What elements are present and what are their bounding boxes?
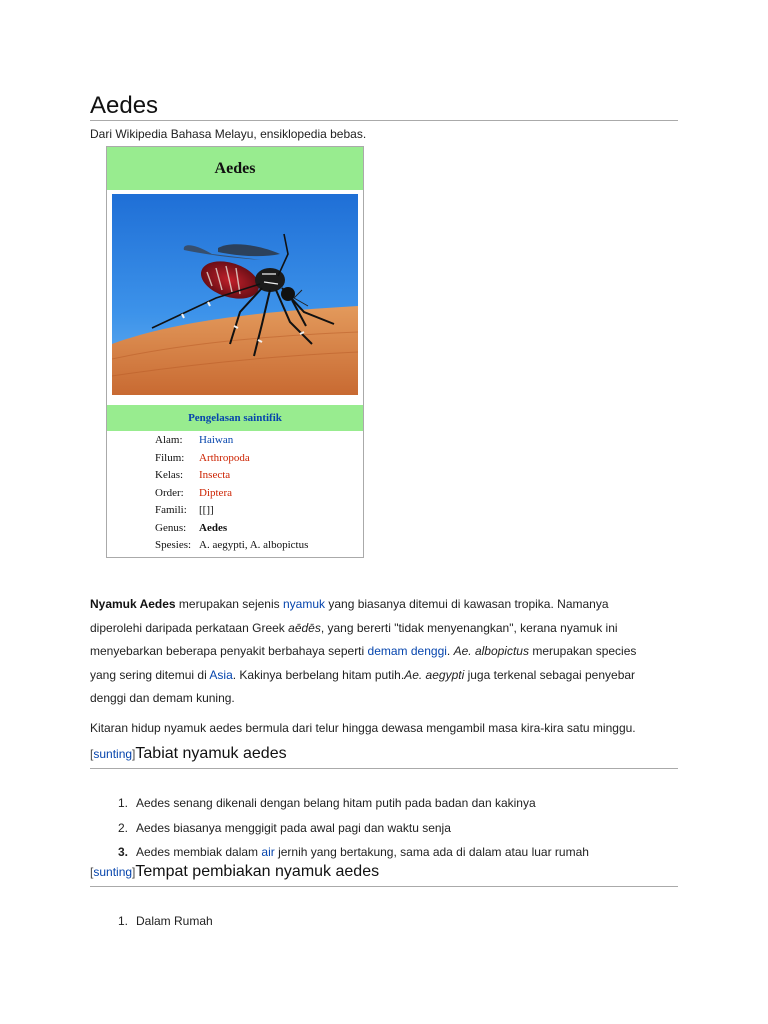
taxobox-value-link[interactable]: Haiwan	[199, 434, 234, 446]
taxobox-classification-header: Pengelasan saintifik	[107, 405, 363, 431]
taxobox-value-redlink[interactable]: Insecta	[199, 469, 231, 481]
taxobox-value-redlink[interactable]: Arthropoda	[199, 451, 250, 464]
intro-text: , yang bererti "tidak menyenangkan", kerana nyamuk ini	[320, 620, 618, 635]
taxobox	[106, 146, 364, 558]
list-number: 1.	[117, 796, 128, 810]
taxobox-title: Aedes	[107, 147, 363, 190]
intro-text: merupakan sejenis	[175, 597, 283, 611]
link-demam-denggi[interactable]: demam denggi	[367, 644, 447, 658]
greek-term: aēdēs	[288, 620, 321, 635]
intro-text: juga terkenal sebagai penyebar	[464, 667, 636, 682]
taxobox-value: [[]]	[199, 504, 214, 516]
intro-text: merupakan species	[528, 644, 637, 658]
edit-section-link[interactable]: sunting	[93, 865, 133, 879]
taxobox-row-kingdom	[107, 434, 363, 451]
list-text	[136, 845, 589, 859]
taxobox-row-class	[107, 469, 363, 486]
taxobox-label: Famili:	[155, 504, 187, 516]
list-text: Aedes senang dikenali dengan belang hitam putih pada badan dan kakinya	[136, 796, 536, 810]
intro-text: diperolehi daripada perkataan Greek	[90, 620, 289, 635]
list-number: 2.	[117, 821, 128, 835]
section-divider	[90, 768, 678, 769]
edit-bracket: ]	[132, 865, 136, 879]
link-air[interactable]: air	[261, 845, 275, 859]
edit-bracket: [	[90, 747, 94, 761]
taxobox-label: Kelas:	[155, 469, 184, 481]
list-text: Dalam Rumah	[136, 914, 213, 928]
species-term: Ae. albopictus	[453, 644, 529, 658]
intro-line-1	[90, 593, 690, 617]
taxobox-label: Filum:	[155, 451, 185, 464]
taxobox-row-order	[107, 487, 363, 504]
article-tagline: Dari Wikipedia Bahasa Melayu, ensiklopedia bebas.	[90, 127, 367, 141]
taxobox-row-genus	[107, 522, 363, 539]
intro-line-3	[90, 640, 690, 664]
mosquito-on-skin-image	[112, 194, 358, 395]
section-title: Tabiat nyamuk aedes	[135, 745, 287, 762]
link-nyamuk[interactable]: nyamuk	[282, 597, 326, 611]
taxobox-row-phylum	[107, 452, 363, 469]
intro-text: yang sering ditemui di	[90, 667, 210, 682]
taxobox-label: Order:	[155, 486, 184, 499]
title-divider	[90, 120, 678, 121]
intro-paragraph	[90, 593, 690, 711]
edit-bracket: ]	[132, 747, 136, 761]
intro-text: . Kakinya berbelang hitam putih.	[232, 667, 405, 682]
list-number: 3.	[117, 845, 128, 859]
mosquito-photo[interactable]	[112, 194, 358, 395]
intro-text: menyebarkan beberapa penyakit berbahaya seperti	[90, 644, 368, 658]
intro-line-2	[90, 617, 690, 641]
list-number: 1.	[117, 914, 128, 928]
taxobox-label: Alam:	[155, 434, 183, 446]
taxobox-value-redlink[interactable]: Diptera	[199, 486, 232, 499]
edit-bracket: [	[90, 865, 94, 879]
taxobox-label: Spesies:	[155, 539, 192, 551]
section-title: Tempat pembiakan nyamuk aedes	[135, 863, 380, 880]
page-title: Aedes	[90, 92, 159, 119]
edit-section-link[interactable]: sunting	[93, 747, 133, 761]
link-asia[interactable]: Asia	[209, 667, 233, 682]
taxobox-row-family	[107, 504, 363, 521]
intro-text: .	[446, 644, 454, 658]
list-text-part: jernih yang bertakung, sama ada di dalam atau luar rumah	[274, 845, 589, 859]
section-heading-tempat	[90, 863, 379, 881]
lead-term: Nyamuk Aedes	[90, 597, 176, 611]
intro-text: yang biasanya ditemui di kawasan tropika. Namanya	[325, 597, 609, 611]
section-heading-tabiat	[90, 745, 287, 763]
list-text-part: Aedes membiak dalam	[136, 845, 262, 859]
intro-line-5: denggi dan demam kuning.	[90, 691, 235, 705]
taxobox-value: Aedes	[199, 521, 228, 534]
taxobox-row-species	[107, 539, 363, 556]
taxobox-label: Genus:	[155, 521, 187, 534]
list-text: Aedes biasanya menggigit pada awal pagi dan waktu senja	[136, 821, 451, 835]
species-term: Ae. aegypti	[404, 667, 465, 682]
taxobox-value: A. aegypti, A. albopictus	[199, 539, 309, 551]
intro-line-4	[90, 664, 690, 688]
lifecycle-paragraph: Kitaran hidup nyamuk aedes bermula dari telur hingga dewasa mengambil masa kira-kira satu minggu.	[90, 721, 636, 735]
section-divider	[90, 886, 678, 887]
